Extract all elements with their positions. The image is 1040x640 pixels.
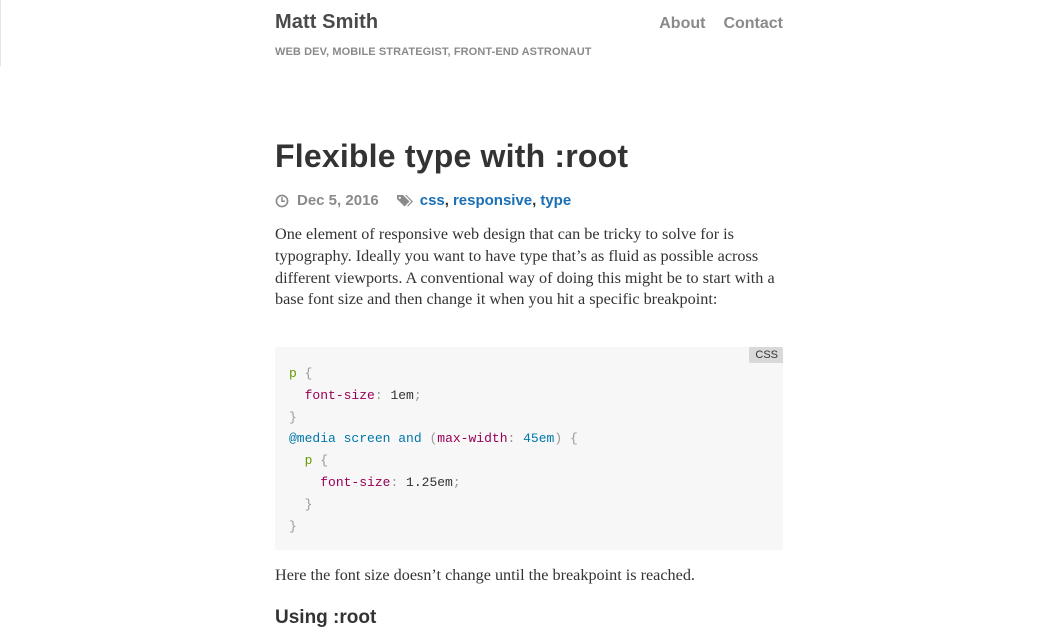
code-content: p { font-size: 1em; } @media screen and (max-width: 45em) { p { font-size: 1.25em; } } (289, 366, 578, 534)
nav-about-link[interactable]: About (659, 15, 706, 32)
post-meta (275, 192, 571, 209)
tag-link-responsive[interactable]: responsive (452, 192, 533, 209)
code-block (275, 347, 783, 550)
section-heading: Using :root (275, 607, 377, 628)
code-language-badge: CSS (749, 347, 783, 363)
tag-link-css[interactable]: css (419, 192, 445, 209)
tag-separator: , (532, 192, 537, 209)
tag-link-type[interactable]: type (540, 192, 572, 209)
site-title[interactable]: Matt Smith (275, 11, 379, 33)
tags-icon (396, 194, 414, 208)
nav-contact-link[interactable]: Contact (723, 15, 783, 32)
site-tagline: WEB DEV, MOBILE STRATEGIST, FRONT-END ASTRONAUT (275, 46, 592, 58)
intro-paragraph: One element of responsive web design that can be tricky to solve for is typography. Ideally you want to have type that’s as fluid as possible across different viewports. A conventional way of doing this might be to start with a base font size and then change it when you hit a specific breakpoint: (275, 225, 775, 309)
after-code-paragraph: Here the font size doesn’t change until the breakpoint is reached. (275, 566, 695, 584)
page-edge-line (0, 0, 1, 66)
tag-separator: , (444, 192, 449, 209)
main-nav (659, 15, 783, 33)
post-title: Flexible type with :root (275, 138, 629, 174)
clock-icon (275, 194, 289, 208)
post-date: Dec 5, 2016 (297, 192, 379, 209)
